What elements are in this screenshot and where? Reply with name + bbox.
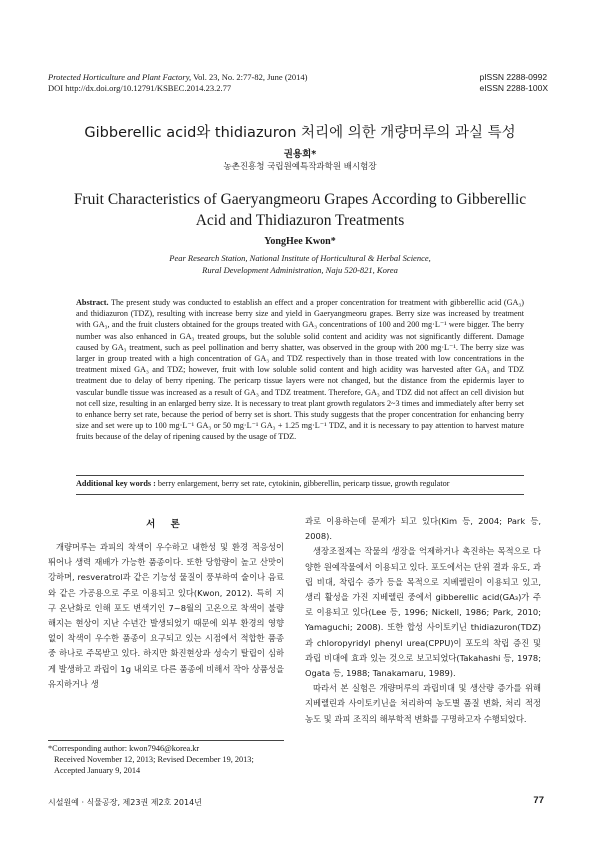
korean-title: Gibberellic acid와 thidiazuron 처리에 의한 개량머루의 과실 특성: [84, 125, 516, 141]
section-heading-introduction: 서 론: [146, 519, 186, 530]
korean-author: 권용희*: [283, 149, 317, 160]
keywords: [76, 479, 524, 488]
issn-block: [479, 72, 548, 94]
english-author: YongHee Kwon*: [264, 236, 336, 247]
korean-affiliation: 농촌진흥청 국립원예특작과학원 배시험장: [223, 162, 377, 172]
accepted-date: Accepted January 9, 2014: [54, 766, 141, 775]
intro-paragraph-2: 생장조절제는 작물의 생장을 억제하거나 촉진하는 목적으로 다양한 원예작물에서 이용되고 있다. 포도에서는 단위 결과 유도, 과립 비대, 착립수 증가 등을 목적으로 지베렐린이 이용되고 있고, 생리 활성을 가진 지베렐린 중에서 gibberellic acid(GA₃)가 주로 이용되고 있다(Lee 등, 1996; Nickell, 1986; Park, 2010; Yamaguchi; 2008). 또한 합성 사이토키닌 thidiazuron(TDZ)과 chloropyridyl phenyl urea(CPPU)이 포도의 착립 증진 및 과립 비대에 효과 있는 것으로 보고되었다(Takahashi 등, 1978; Ogata 등, 1988; Tanakamaru, 1989).: [305, 546, 541, 679]
pissn: pISSN 2288-0992: [479, 72, 548, 82]
abstract-label: Abstract.: [76, 298, 109, 307]
left-column: [48, 540, 284, 692]
affiliation-line-1: Pear Research Station, National Institute of Horticultural & Herbal Science,: [169, 253, 431, 263]
english-title: Fruit Characteristics of Gaeryangmeoru Grapes According to Gibberellic Acid and Thidiazuron Treatments: [73, 191, 527, 229]
abstract-text: The present study was conducted to establish an effect and a proper concentration for treatment with gibberellic acid (GA₃) and thidiazuron (TDZ), resulting with increase berry size and yield in Gaeryangmeoru grapes. Berry size was increased by treatment with GA₃, and the fruit clusters obtained for the groups treated with GA₃ concentrations of 100 and 200 mg·L⁻¹ were bigger. The berry number was also enhanced in GA₃ treated groups, but the soluble solid content and acidity was not significantly different. Damage caused by GA₃ treatment, such as peel pollination and berry shatter, was observed in the group with 200 mg·L⁻¹. The berry size was larger in group treated with a high concentration of GA₃ and TDZ respectively than in those treated with low concentrations in the treatment mixed GA₃ and TDZ; however, fruit with low soluble solid content and high acidity was harvested after GA₃ and TDZ treatment due to delay of berry ripening. The pericarp tissue layers were not changed, but the distance from the epidermis layer to vascular bundle tissue was increased as a result of GA₃ and TDZ treatment. Therefore, GA₃ and TDZ did not affect an cell division but not cell size, resulting in an enlarged berry size. It is necessary to treat plant growth regulators 2~3 times and immediately after berry set to enhance berry set rate, because the period of berry set is short. This study suggests that the proper concentration for enhancing berry size and set were up to 100 mg·L⁻¹ GA₃ or 50 mg·L⁻¹ GA₃ + 1.25 mg·L⁻¹ TDZ, and it is necessary to pay attention to harvest mature fruits because of the delay of ripening caused by the usage of TDZ.: [76, 298, 524, 442]
received-date: Received November 12, 2013; Revised December 19, 2013;: [54, 755, 254, 764]
footnote: [48, 743, 254, 776]
english-affiliation: [0, 252, 600, 276]
keywords-label: Additional key words :: [76, 479, 156, 488]
keywords-bottom-rule: [76, 494, 524, 495]
intro-paragraph-1: 개량머루는 과피의 착색이 우수하고 내한성 및 환경 적응성이 뛰어나 생력 재배가 가능한 품종이다. 또한 당함량이 높고 산맛이 강하며, resveratrol과 같은 기능성 물질이 풍부하여 술이나 음료와 같은 가공용으로 주로 이용되고 있다(Kwon, 2012). 특히 지구 온난화로 인해 포도 변색기인 7~8월의 고온으로 착색이 불량해지는 현상이 지난 수년간 발생되었기 때문에 외부 환경의 영향없이 착색이 우수한 품종이 요구되고 있는 시점에서 적합한 품종중 하나로 주목받고 있다. 하지만 화진현상과 성숙기 탈립이 심하게 발생하고 과립이 1g 내외로 다른 품종에 비해서 작아 상품성을 유지하거나 생: [48, 542, 284, 689]
journal-header: [48, 72, 307, 94]
journal-name: Protected Horticulture and Plant Factory,: [48, 72, 192, 82]
intro-paragraph-1-continued: 과로 이용하는데 문제가 되고 있다(Kim 등, 2004; Park 등, 2008).: [305, 516, 541, 542]
affiliation-line-2: Rural Development Administration, Naju 520-821, Korea: [202, 265, 398, 275]
footer-journal: 시설원예 · 식물공장, 제23권 제2호 2014년: [48, 798, 202, 807]
volume-info: Vol. 23, No. 2:77-82, June (2014): [193, 72, 308, 82]
corresponding-author: *Corresponding author: kwon7946@korea.kr: [48, 744, 200, 753]
eissn: eISSN 2288-100X: [479, 83, 548, 93]
keywords-text: berry enlargement, berry set rate, cytokinin, gibberellin, pericarp tissue, growth regulator: [157, 479, 450, 488]
intro-paragraph-3: 따라서 본 실험은 개량머루의 과립비대 및 생산량 증가를 위해 지베렐린과 사이토키닌을 처리하여 농도별 품질 변화, 처리 적정농도 및 과피 조직의 해부학적 변화를 구명하고자 수행되었다.: [305, 683, 541, 724]
page-number: 77: [533, 795, 544, 806]
doi-link[interactable]: DOI http://dx.doi.org/10.12791/KSBEC.2014.23.2.77: [48, 83, 232, 93]
keywords-top-rule: [76, 475, 524, 476]
right-column: [305, 514, 541, 727]
footnote-rule: [48, 740, 284, 741]
abstract: [76, 297, 524, 443]
